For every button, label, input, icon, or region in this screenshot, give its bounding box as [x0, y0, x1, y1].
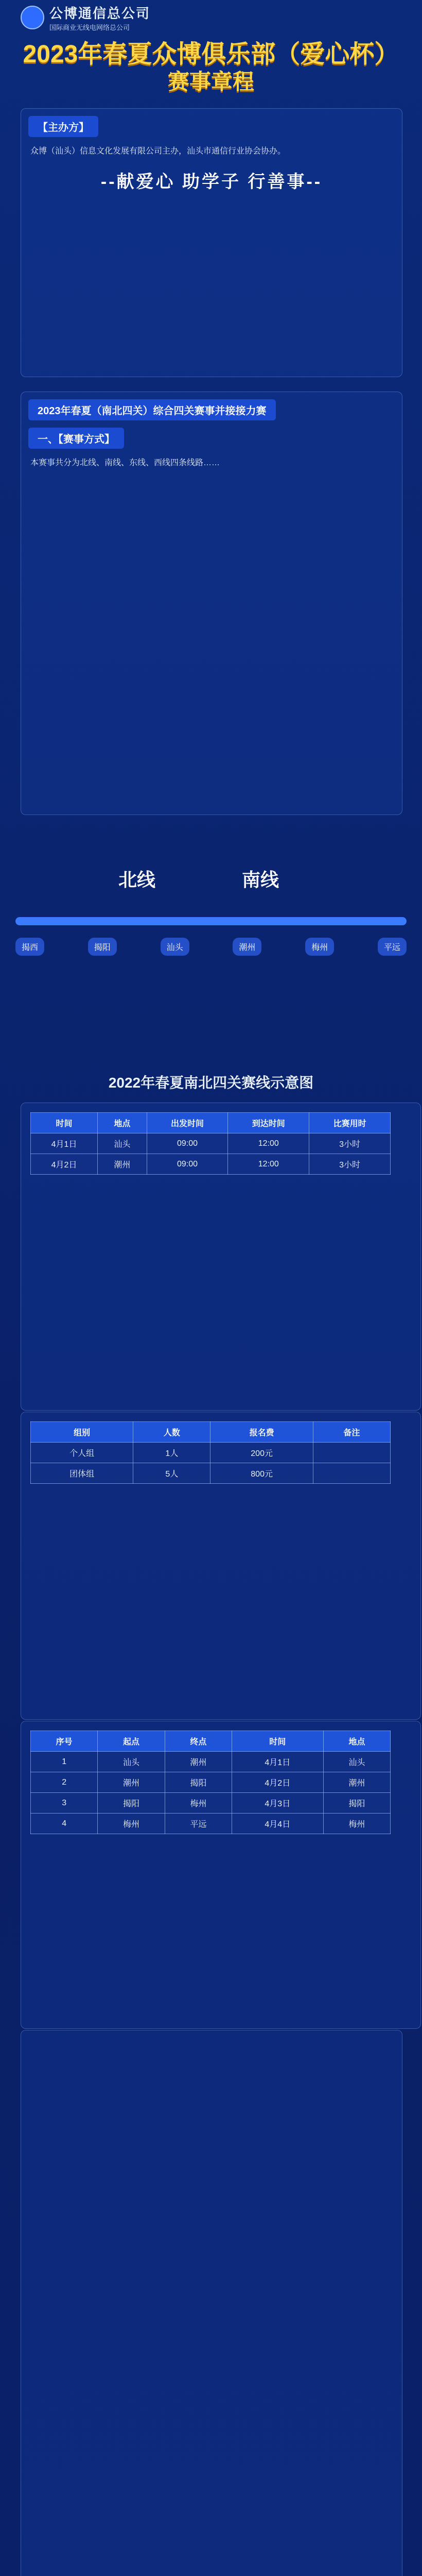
table-row: [31, 1772, 391, 1793]
table-cell: 潮州: [323, 1772, 390, 1793]
station: 汕头: [161, 938, 189, 956]
table-row: [31, 1443, 391, 1463]
table-cell: 4月2日: [232, 1772, 323, 1793]
table3-header: 地点: [323, 1731, 390, 1752]
route-line: [15, 917, 407, 925]
event-title: 2023年春夏（南北四关）综合四关赛事并接接力赛: [28, 399, 276, 420]
schedule-table: [30, 1112, 391, 1175]
table-cell: 12:00: [228, 1133, 309, 1154]
table-row: [31, 1793, 391, 1814]
station: 揭西: [15, 938, 44, 956]
table-cell: 4月2日: [31, 1154, 98, 1175]
logo-subtext: 国际商业无线电网络总公司: [49, 24, 130, 31]
table-cell: 平远: [165, 1814, 232, 1834]
station: 揭阳: [88, 938, 117, 956]
route-map: [0, 845, 422, 1061]
event-panel: [21, 392, 402, 815]
table-cell: 800元: [210, 1463, 313, 1484]
table-cell: 潮州: [98, 1154, 147, 1175]
table2-header: 人数: [133, 1422, 210, 1443]
intro-paragraph: 众博（汕头）信息文化发展有限公司主办，汕头市通信行业协会协办。: [30, 147, 286, 156]
table-cell: 4月1日: [31, 1133, 98, 1154]
table1-header: 时间: [31, 1113, 98, 1133]
table1-panel: [21, 1103, 421, 1411]
table2-panel: [21, 1412, 421, 1720]
table-cell: 梅州: [98, 1814, 165, 1834]
table-cell: 5人: [133, 1463, 210, 1484]
table-cell: 2: [31, 1772, 98, 1793]
south-label: 南线: [242, 869, 279, 890]
table-cell: 揭阳: [323, 1793, 390, 1814]
table-cell: 潮州: [98, 1772, 165, 1793]
north-label: 北线: [118, 869, 156, 890]
slogan: --献爱心 助学子 行善事--: [100, 172, 323, 192]
table3-header: 时间: [232, 1731, 323, 1752]
header-logo: [21, 3, 150, 32]
table-cell: [313, 1443, 390, 1463]
section1-paragraph: 本赛事共分为北线、南线、东线、西线四条线路……: [30, 459, 220, 467]
station: 梅州: [305, 938, 334, 956]
table2-header: 组别: [31, 1422, 133, 1443]
details-panel: [21, 2030, 402, 2576]
table3-panel: [21, 1721, 421, 2029]
table-cell: 4月4日: [232, 1814, 323, 1834]
table-cell: 4月1日: [232, 1752, 323, 1772]
table3-header: 终点: [165, 1731, 232, 1752]
table-cell: 4: [31, 1814, 98, 1834]
table-row: [31, 1463, 391, 1484]
logo-text: 公博通信总公司: [49, 6, 151, 21]
route-table: [30, 1731, 391, 1834]
table-cell: 揭阳: [165, 1772, 232, 1793]
table2-header: 备注: [313, 1422, 390, 1443]
table-cell: 1: [31, 1752, 98, 1772]
station: 平远: [378, 938, 407, 956]
table-cell: 梅州: [165, 1793, 232, 1814]
table-cell: 09:00: [147, 1133, 228, 1154]
table-cell: 个人组: [31, 1443, 133, 1463]
table-cell: 1人: [133, 1443, 210, 1463]
logo-icon: [21, 6, 44, 29]
table-cell: 3: [31, 1793, 98, 1814]
table-cell: 3小时: [309, 1154, 391, 1175]
banner-subtitle: 赛事章程: [167, 70, 254, 94]
table1-header: 到达时间: [228, 1113, 309, 1133]
table1-header: 地点: [98, 1113, 147, 1133]
table-cell: 团体组: [31, 1463, 133, 1484]
station-list: [15, 938, 407, 956]
table-cell: 汕头: [98, 1133, 147, 1154]
table-row: [31, 1154, 391, 1175]
table3-header: 序号: [31, 1731, 98, 1752]
table1-header: 比赛用时: [309, 1113, 391, 1133]
station: 潮州: [233, 938, 261, 956]
table-row: [31, 1752, 391, 1772]
table-row: [31, 1814, 391, 1834]
table2-header: 报名费: [210, 1422, 313, 1443]
table1-header: 出发时间: [147, 1113, 228, 1133]
table-cell: 汕头: [98, 1752, 165, 1772]
map-title: 2022年春夏南北四关赛线示意图: [108, 1075, 314, 1091]
table-cell: 09:00: [147, 1154, 228, 1175]
table3-header: 起点: [98, 1731, 165, 1752]
fee-table: [30, 1421, 391, 1484]
intro-label: 【主办方】: [28, 116, 98, 137]
table-cell: 揭阳: [98, 1793, 165, 1814]
table-cell: 12:00: [228, 1154, 309, 1175]
table-cell: 3小时: [309, 1133, 391, 1154]
table-row: [31, 1133, 391, 1154]
table-cell: 4月3日: [232, 1793, 323, 1814]
table-cell: 汕头: [323, 1752, 390, 1772]
table-cell: 200元: [210, 1443, 313, 1463]
table-cell: [313, 1463, 390, 1484]
table-cell: 潮州: [165, 1752, 232, 1772]
table-cell: 梅州: [323, 1814, 390, 1834]
banner-title: 2023年春夏众博俱乐部（爱心杯）: [23, 41, 399, 68]
section1-label: 一、【赛事方式】: [28, 428, 124, 449]
intro-panel: [21, 108, 402, 377]
